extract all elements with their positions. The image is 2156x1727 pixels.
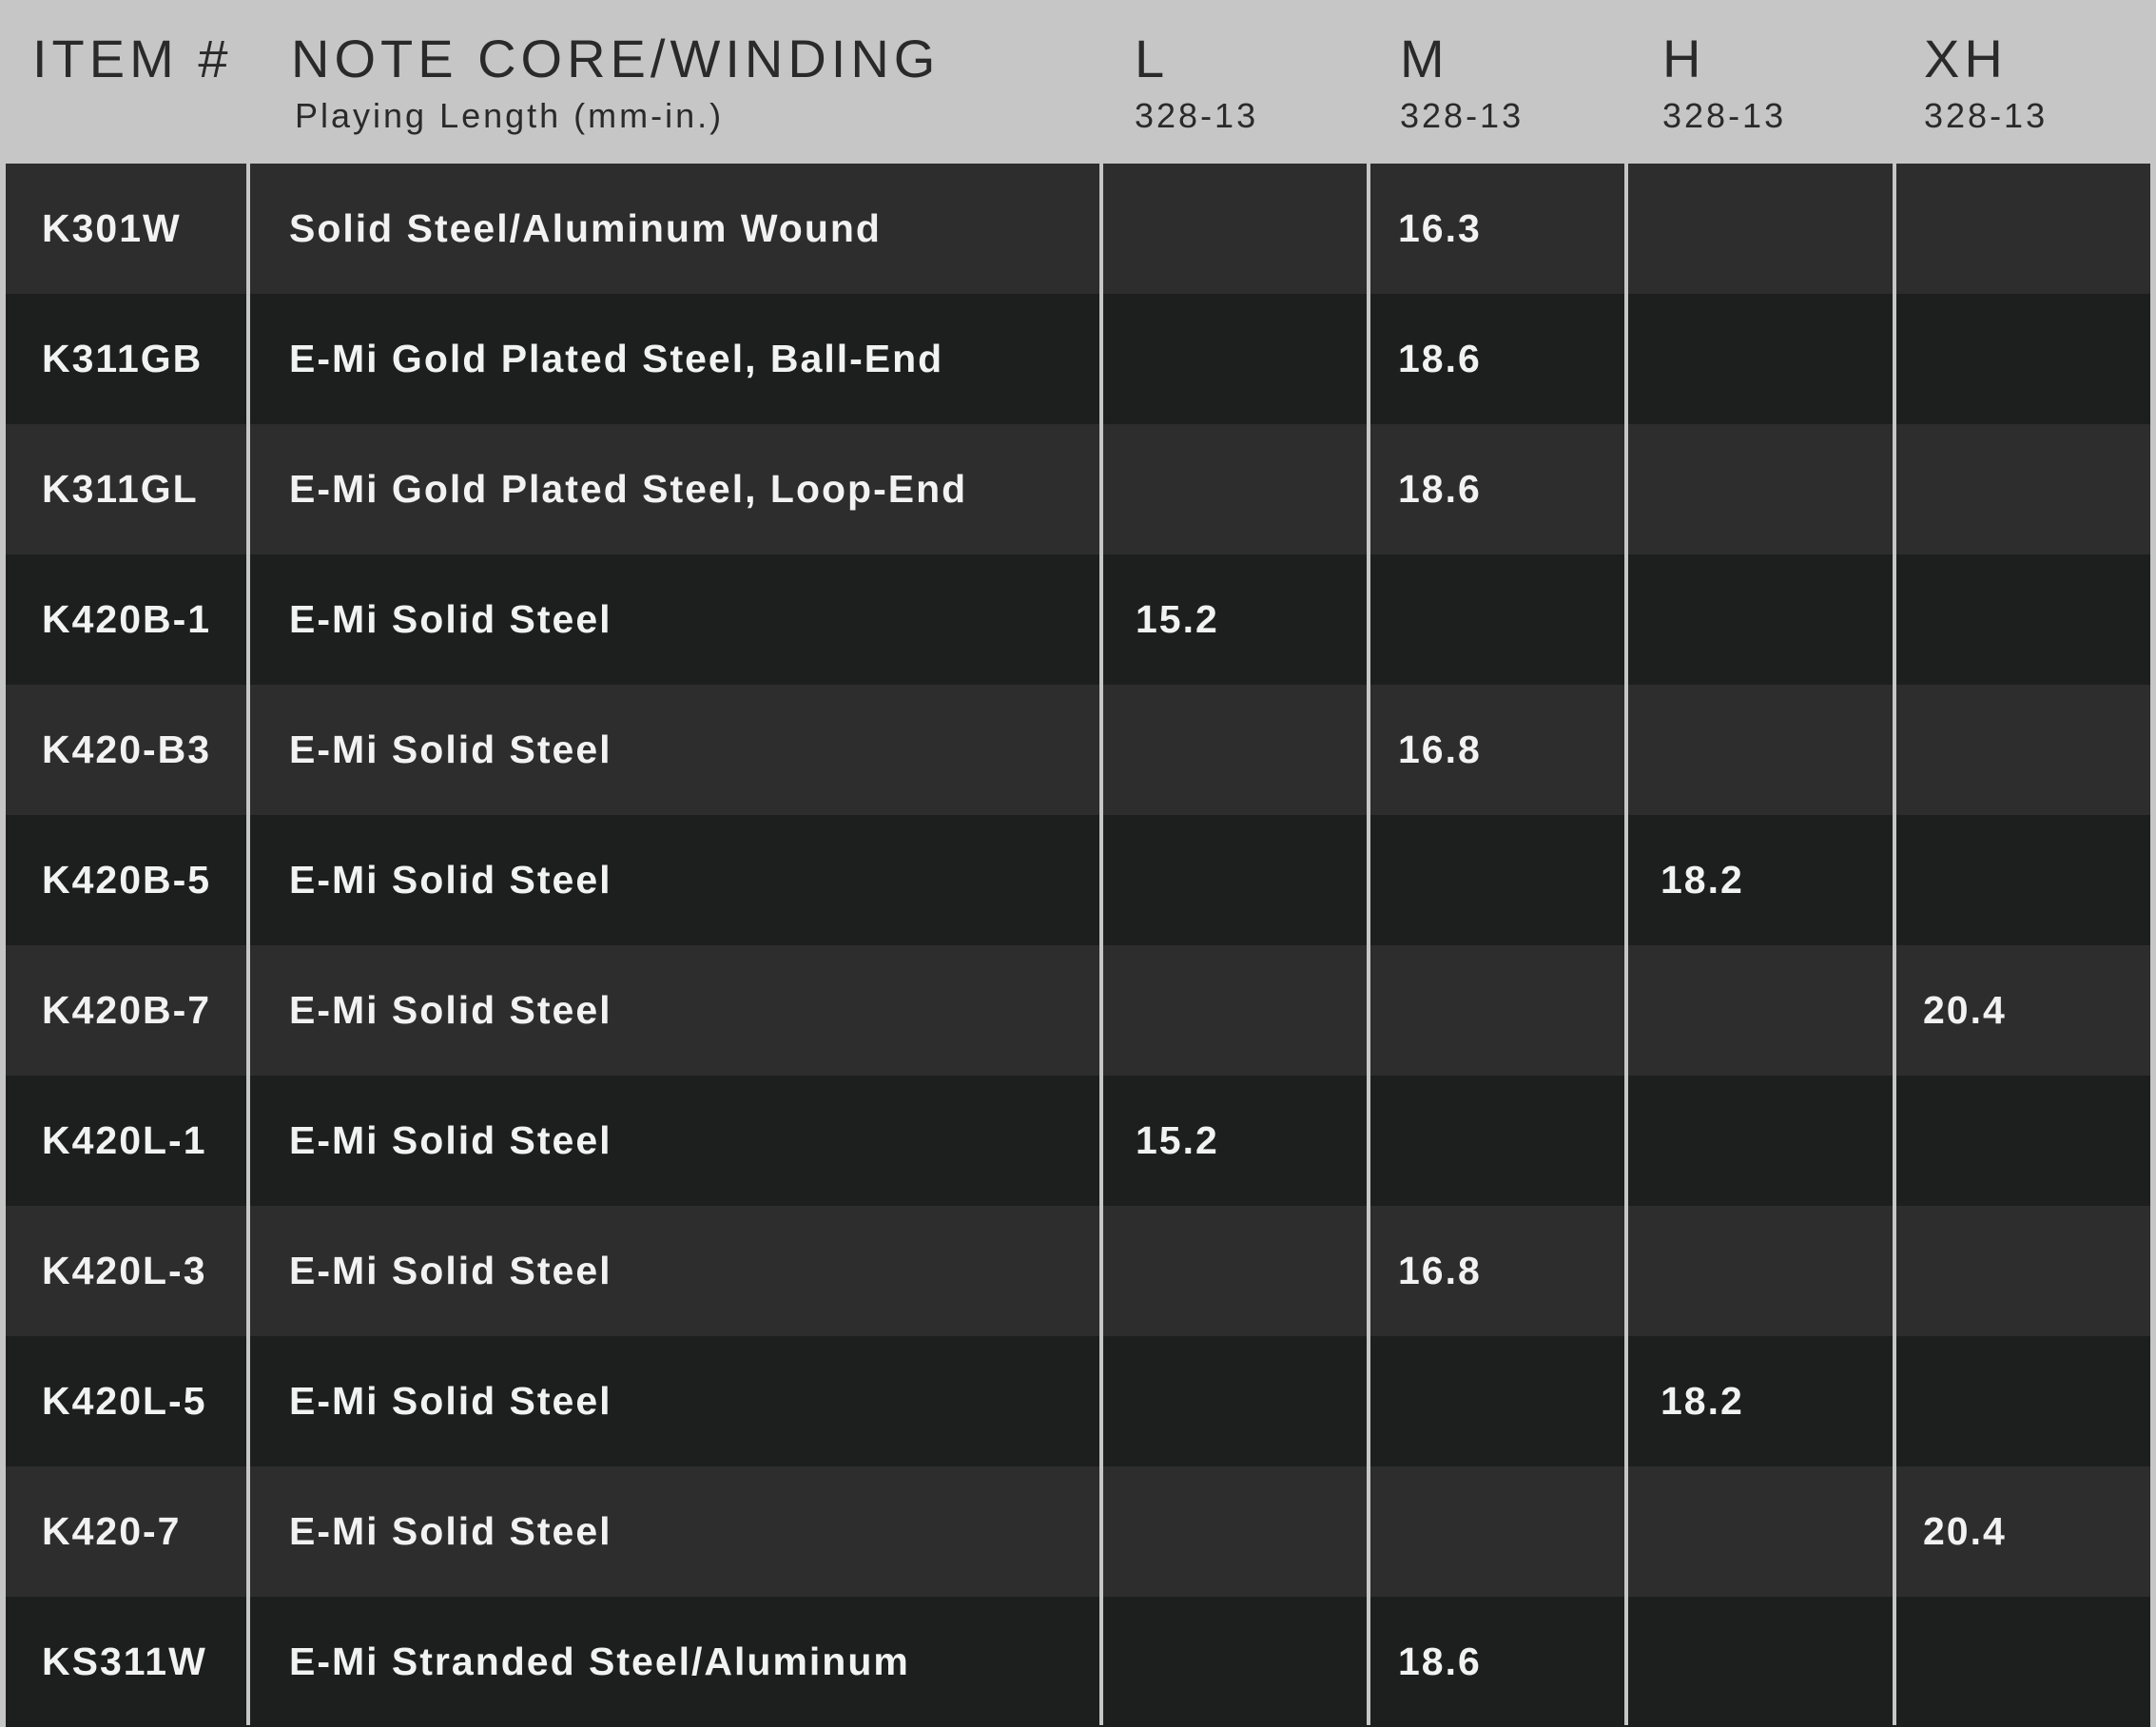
table-row [6,294,2150,424]
note-description: E-Mi Solid Steel [289,988,612,1032]
header-note-sublabel: Playing Length (mm-in.) [295,96,725,135]
table-row [6,1076,2150,1206]
column-divider [1893,164,1896,1725]
m-value: 16.8 [1398,1249,1482,1292]
column-divider [246,164,250,1725]
item-number: K311GL [42,467,199,511]
note-description: E-Mi Gold Plated Steel, Ball-End [289,337,944,380]
m-value: 18.6 [1398,337,1482,380]
header-h-label: H [1662,29,1706,88]
table-row [6,1206,2150,1336]
item-number: KS311W [42,1640,207,1683]
table-row [6,1336,2150,1466]
header-xh-column [1895,0,2156,164]
header-note-label: NOTE CORE/WINDING [291,29,941,88]
xh-value: 20.4 [1923,988,2007,1032]
header-l-sublabel: 328-13 [1135,96,1259,135]
h-value: 18.2 [1661,1379,1744,1423]
column-divider [1624,164,1628,1725]
column-divider [1099,164,1103,1725]
note-description: E-Mi Solid Steel [289,728,612,771]
header-m-sublabel: 328-13 [1400,96,1525,135]
header-m-column [1369,0,1626,164]
item-number: K420-7 [42,1509,182,1553]
note-description: E-Mi Gold Plated Steel, Loop-End [289,467,968,511]
note-description: E-Mi Solid Steel [289,1249,612,1292]
table-body [6,164,2150,1719]
item-number: K311GB [42,337,204,380]
item-number: K420L-5 [42,1379,207,1423]
item-number: K420L-1 [42,1118,207,1162]
column-divider [1367,164,1370,1725]
table-row [6,685,2150,815]
table-header [0,0,2156,164]
m-value: 16.3 [1398,206,1482,250]
header-l-column [1102,0,1369,164]
m-value: 18.6 [1398,1640,1482,1683]
note-description: E-Mi Solid Steel [289,597,612,641]
header-note-column [249,0,1101,164]
h-value: 18.2 [1661,858,1744,902]
note-description: E-Mi Solid Steel [289,858,612,902]
note-description: E-Mi Solid Steel [289,1509,612,1553]
table-row [6,1466,2150,1597]
table-row [6,945,2150,1076]
table-row [6,164,2150,294]
note-description: E-Mi Solid Steel [289,1379,612,1423]
table-row [6,815,2150,945]
xh-value: 20.4 [1923,1509,2007,1553]
item-number: K420L-3 [42,1249,207,1292]
header-item-label: ITEM # [32,29,233,88]
item-number: K420B-1 [42,597,212,641]
header-m-label: M [1400,29,1449,88]
item-number: K420B-5 [42,858,212,902]
m-value: 16.8 [1398,728,1482,771]
header-l-label: L [1135,29,1170,88]
l-value: 15.2 [1136,1118,1219,1162]
note-description: Solid Steel/Aluminum Wound [289,206,882,250]
item-number: K420-B3 [42,728,212,771]
l-value: 15.2 [1136,597,1219,641]
header-xh-sublabel: 328-13 [1924,96,2049,135]
header-h-column [1628,0,1893,164]
note-description: E-Mi Solid Steel [289,1118,612,1162]
m-value: 18.6 [1398,467,1482,511]
note-description: E-Mi Stranded Steel/Aluminum [289,1640,910,1683]
table-row [6,424,2150,554]
header-xh-label: XH [1924,29,2008,88]
header-h-sublabel: 328-13 [1662,96,1787,135]
header-item-column [0,0,247,164]
table-row [6,1597,2150,1727]
table-row [6,554,2150,685]
item-number: K420B-7 [42,988,212,1032]
item-number: K301W [42,206,182,250]
